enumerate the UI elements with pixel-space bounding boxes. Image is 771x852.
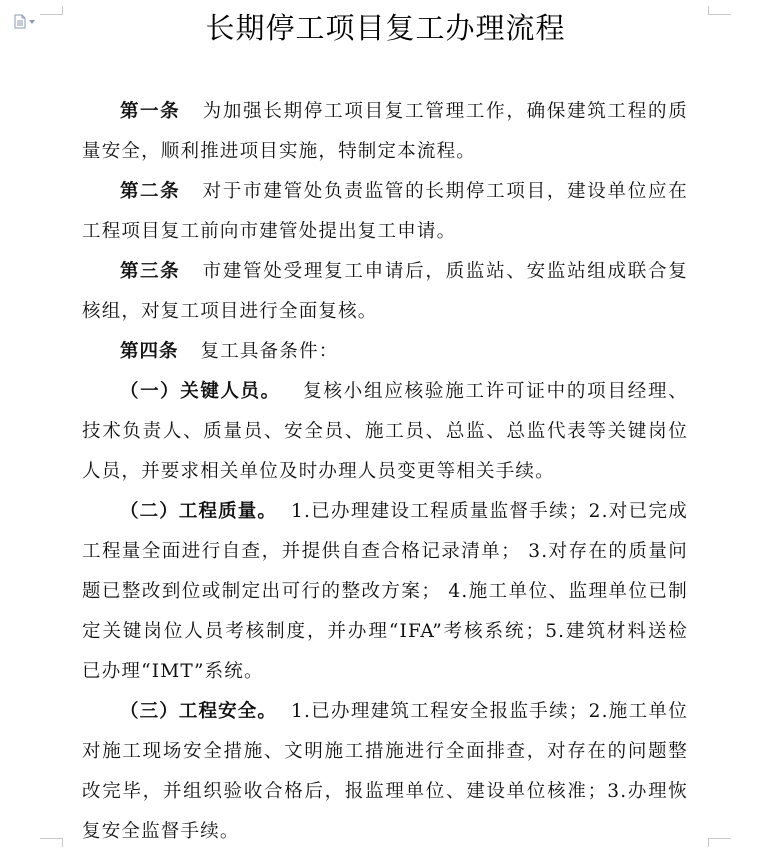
- article-text: 对于市建管处负责监管的长期停工项目，建设单位应在工程项目复工前向市建管处提出复工申请。: [82, 181, 688, 242]
- condition-text: 1.已办理建筑工程安全报监手续；2.施工单位对施工现场安全措施、文明施工措施进行全面排查，对存在的问题整改完毕，并组织验收合格后，报监理单位、建设单位核准；3.办理恢复安全监督手续。: [82, 701, 688, 842]
- condition-key-personnel: [82, 372, 688, 492]
- article-1: [82, 92, 688, 172]
- article-3: [82, 252, 688, 332]
- condition-heading: （二）工程质量。: [120, 501, 278, 522]
- article-2: [82, 172, 688, 252]
- document-title: 长期停工项目复工办理流程: [205, 11, 566, 45]
- condition-heading: （三）工程安全。: [120, 701, 278, 722]
- crop-mark-bottom-right: [708, 838, 731, 847]
- article-heading: 第四条: [120, 341, 179, 362]
- article-text: 市建管处受理复工申请后，质监站、安监站组成联合复核组，对复工项目进行全面复核。: [82, 261, 688, 322]
- condition-heading: （一）关键人员。: [120, 381, 281, 402]
- document-body: [82, 92, 688, 852]
- condition-safety: [82, 692, 688, 852]
- condition-text: 复核小组应核验施工许可证中的项目经理、技术负责人、质量员、安全员、施工员、总监、总监代表等关键岗位人员，并要求相关单位及时办理人员变更等相关手续。: [82, 381, 688, 482]
- article-text: 为加强长期停工项目复工管理工作，确保建筑工程的质量安全，顺利推进项目实施，特制定本流程。: [82, 101, 688, 162]
- article-heading: 第三条: [120, 261, 181, 282]
- condition-quality: [82, 492, 688, 692]
- article-text: 复工具备条件：: [200, 341, 339, 362]
- article-heading: 第二条: [120, 181, 181, 202]
- crop-mark-bottom-left: [40, 838, 63, 847]
- article-heading: 第一条: [120, 101, 181, 122]
- article-4: [82, 332, 688, 372]
- condition-text: 1.已办理建设工程质量监督手续；2.对已完成工程量全面进行自查，并提供自查合格记录清单； 3.对存在的质量问题已整改到位或制定出可行的整改方案； 4.施工单位、监理单位已制定关键岗位人员考核制度，并办理“IFA”考核系统；5.建筑材料送检已办理“IMT”系统。: [82, 501, 688, 682]
